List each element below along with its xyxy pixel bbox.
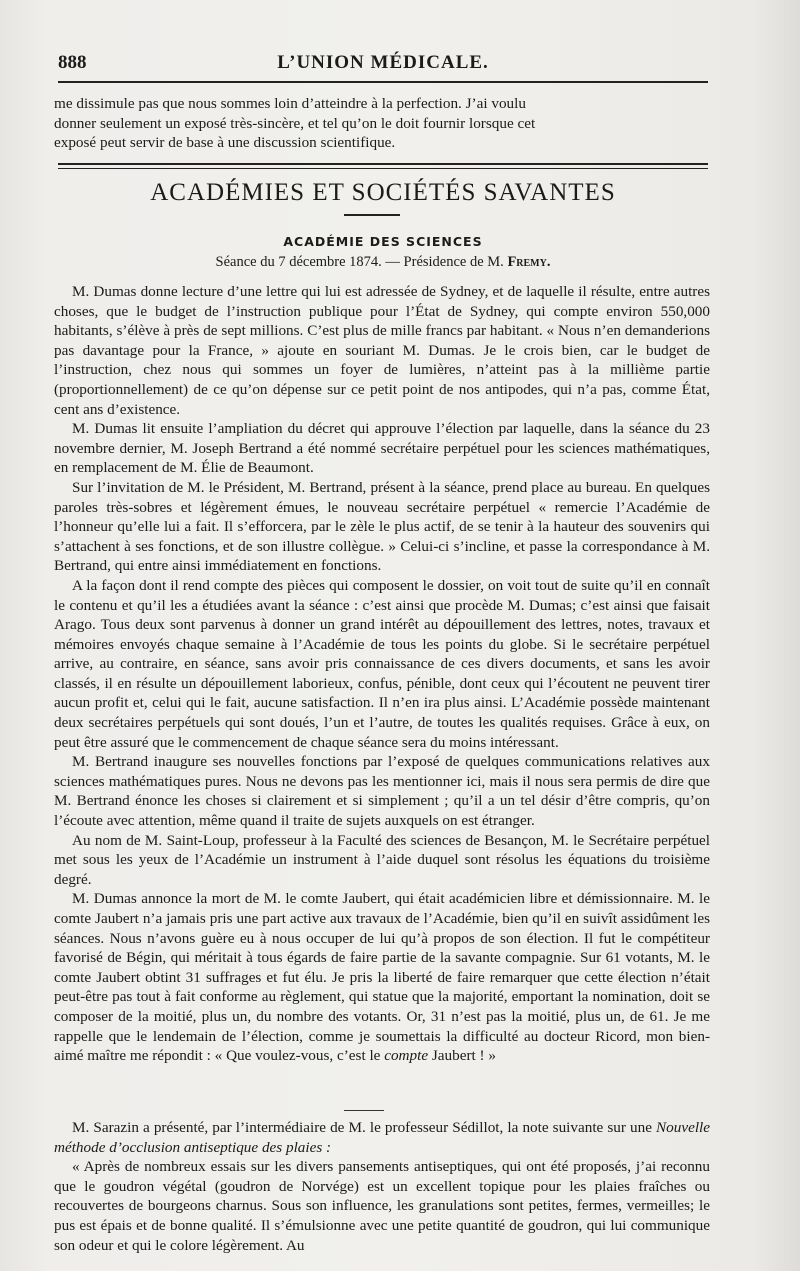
separator	[344, 1110, 384, 1111]
intro-line: donner seulement un exposé très-sincère, et tel qu’on le doit fournir lorsque cet	[54, 114, 536, 132]
jaubert-end: Jaubert ! »	[431, 1047, 496, 1065]
intro-line: me dissimule pas que nous sommes loin d’atteindre à la perfection. J’ai voulu	[54, 95, 526, 112]
paragraph: M. Dumas lit ensuite l’ampliation du décret qui approuve l’élection par laquelle, dans la séance du 23 novembre dernier, M. Joseph Bertrand a été nommé secrétaire perpétuel pour les sciences mathématiques, en remplacement de M. Élie de Beaumont.	[54, 420, 710, 477]
paragraph: A la façon dont il rend compte des pièces qui composent le dossier, on voit tout de suite qu’il en connaît le contenu et qu’il les a étudiées avant la séance : c’est ainsi que procède M. Dumas; c’est ainsi que faisait Arago. Tous deux sont parvenus à donner un grand intérêt au dépouillement des lettres, notes, travaux et mémoires envoyés chaque semaine à l’Académie de tous les points du globe. Si le secrétaire perpétuel arrive, au contraire, en séance, sans avoir pris connaissance de ces divers documents, et sans les avoir classés, il en résulte un dépouillement laborieux, confus, pénible, dont ceux qui l’écoutent ne peuvent tirer aucun profit et, celui qui le fait, aucune satisfaction. Il n’en ira plus ainsi. L’Académie possède maintenant deux secrétaires perpétuels qui sont doués, l’un et l’autre, de toutes les qualités requises. Grâce à eux, on peut être assuré que le commencement de chaque séance sera du moins intéressant.	[54, 576, 710, 751]
seance-text: Séance du 7 décembre 1874. — Présidence de M.	[215, 254, 504, 270]
seance-line	[58, 254, 708, 271]
page-number: 888	[58, 52, 87, 73]
paragraph-jaubert	[54, 889, 710, 1065]
seance-president: Fremy.	[507, 254, 551, 270]
section-rule-top-thin	[58, 168, 708, 169]
header-rule	[58, 81, 708, 83]
section-divider	[344, 214, 400, 216]
paragraph: Sur l’invitation de M. le Président, M. Bertrand, présent à la séance, prend place au bureau. En quelques paroles très-sobres et légèrement émues, le nouveau secrétaire perpétuel « remercie l’Académie de l’honneur qu’elle lui a fait. Il s’efforcera, par le zèle le plus actif, de se tenir à la hauteur des souvenirs qui s’attachent à ses fonctions, et de son illustre collègue. » Celui-ci s’incline, et passe la correspondance à M. Bertrand, qui entre ainsi immédiatement en fonctions.	[54, 478, 710, 575]
paragraph: M. Dumas donne lecture d’une lettre qui lui est adressée de Sydney, et de laquelle il résulte, entre autres choses, que le budget de l’instruction publique pour l’État de Sydney, qui compte environ 550,000 habitants, s’élève à près de sept millions. C’est plus de mille francs par habitant. « Nous n’en demanderions pas davantage pour la France, » ajoute en souriant M. Dumas. Je le crois bien, car le budget de l’instruction, chez nous qui sommes un foyer de lumières, n’atteint pas à la millième partie (proportionnellement) de ce qu’on dépense sur ce petit point de nos antipodes, qui n’a pas, comme État, cent ans d’existence.	[54, 283, 710, 418]
sarazin-text: M. Sarazin a présenté, par l’intermédiaire de M. le professeur Sédillot, la note suivante sur une	[72, 1119, 652, 1136]
section-title: ACADÉMIES ET SOCIÉTÉS SAVANTES	[150, 179, 616, 206]
page-header	[58, 52, 708, 78]
quote-paragraph: « Après de nombreux essais sur les divers pansements antiseptiques, qui ont été proposés, j’ai reconnu que le goudron végétal (goudron de Norvége) est un excellent topique pour les plaies fraîches ou recouvertes de bourgeons charnus. Sous son influence, les granulations sont petites, fermes, vermeilles; le pus est épais et de bonne qualité. Il s’émulsionne avec une petite quantité de goudron, qui lui communique son odeur et qui le colore légèrement. Au	[54, 1158, 710, 1254]
article-body	[54, 282, 710, 1066]
paragraph: M. Bertrand inaugure ses nouvelles fonctions par l’exposé de quelques communications relatives aux sciences mathématiques pures. Nous ne devons pas les mentionner ici, mais il nous sera permis de dire que M. Bertrand énonce les choses si clairement et si simplement ; qu’il a un tel désir d’être compris, qu’on l’écoute avec attention, même quand il traite de sujets auxquels on est étranger.	[54, 753, 710, 830]
jaubert-italic: compte	[384, 1047, 429, 1065]
running-title: L’UNION MÉDICALE.	[277, 52, 489, 73]
sarazin-paragraph	[54, 1118, 710, 1157]
academy-heading: ACADÉMIE DES SCIENCES	[283, 234, 483, 249]
jaubert-text: M. Dumas annonce la mort de M. le comte Jaubert, qui était académicien libre et démissionnaire. M. le comte Jaubert n’a jamais pris une part active aux travaux de l’Académie, bien qu’il en suivît assidûment les séances. Nous n’avons guère eu à nous occuper de lui qu’à propos de son élection. Il fut le compétiteur favorisé de Bégin, qui méritait à tous égards de faire partie de la savante compagnie. Sur 61 votants, M. le comte Jaubert obtint 31 suffrages et fut élu. Je pris la liberté de faire remarquer que cette élection n’était peut-être pas tout à fait conforme au règlement, qui statue que la majorité, emportant la nomination, doit se composer de la moitié, plus un, du nombre des votants. Or, 31 n’est pas la moitié, plus un, de 61. Je me rappelle que le lendemain de l’élection, comme je soumettais la difficulté au docteur Ricord, mon bien-aimé maître me répondit : « Que voulez-vous, c’est le	[54, 890, 710, 1065]
paragraph: Au nom de M. Saint-Loup, professeur à la Faculté des sciences de Besançon, M. le Secrétaire perpétuel met sous les yeux de l’Académie un instrument à l’aide duquel sont résolus les équations du troisième degré.	[54, 831, 710, 888]
intro-text	[54, 94, 710, 153]
section-rule-top	[58, 163, 708, 165]
sarazin-section	[54, 1118, 710, 1255]
sarazin-title: Nouvelle méthode d’occlusion antiseptique des plaies :	[54, 1119, 711, 1156]
intro-line: exposé peut servir de base à une discussion scientifique.	[54, 134, 396, 152]
